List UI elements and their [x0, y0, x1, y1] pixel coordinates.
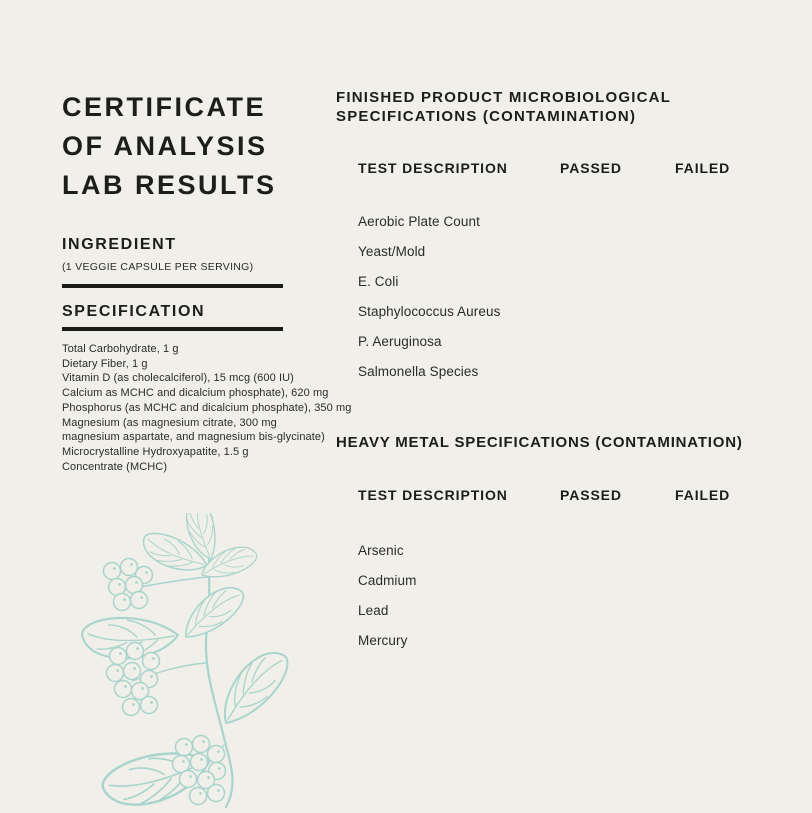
table-row [336, 565, 806, 595]
ingredient-serving-note: (1 VEGGIE CAPSULE PER SERVING) [62, 261, 254, 273]
test-name: E. Coli [358, 273, 399, 289]
divider-rule [62, 327, 283, 331]
micro-table [336, 158, 806, 386]
failed-cell [675, 610, 785, 611]
coffee-branch-illustration [60, 513, 310, 813]
table-row [336, 236, 806, 266]
heavy-metal-table [336, 485, 806, 655]
test-name: Arsenic [358, 542, 404, 558]
table-row [336, 326, 806, 356]
column-header-failed: FAILED [675, 487, 731, 503]
column-header-test: TEST DESCRIPTION [358, 160, 508, 176]
failed-cell [675, 371, 785, 372]
test-name: Yeast/Mold [358, 243, 426, 259]
table-row [336, 625, 806, 655]
berry-cluster [173, 736, 226, 805]
page-title [62, 88, 277, 205]
test-name: Staphylococcus Aureus [358, 303, 501, 319]
micro-section-title [336, 88, 671, 126]
failed-cell [675, 341, 785, 342]
micro-table-header [336, 158, 806, 178]
failed-cell [675, 251, 785, 252]
specification-heading: SPECIFICATION [62, 303, 206, 320]
test-name: Lead [358, 602, 389, 618]
specification-list [62, 342, 352, 474]
specification-line: Concentrate (MCHC) [62, 460, 168, 473]
page-title-line: OF ANALYSIS [62, 131, 268, 161]
divider-rule [62, 284, 283, 288]
micro-section-title-line: FINISHED PRODUCT MICROBIOLOGICAL [336, 89, 672, 106]
specification-line: Total Carbohydrate, 1 g [62, 343, 179, 355]
micro-table-body [336, 206, 806, 386]
specification-line: magnesium aspartate, and magnesium bis-glycinate) [62, 431, 325, 444]
table-row [336, 206, 806, 236]
column-header-test: TEST DESCRIPTION [358, 487, 508, 503]
micro-section-title-line: SPECIFICATIONS (CONTAMINATION) [336, 108, 637, 125]
failed-cell [675, 550, 785, 551]
failed-cell [675, 580, 785, 581]
heavy-metal-table-body [336, 535, 806, 655]
test-name: Cadmium [358, 572, 417, 588]
test-name: P. Aeruginosa [358, 333, 442, 349]
heavy-metal-section-title: HEAVY METAL SPECIFICATIONS (CONTAMINATION) [336, 434, 743, 451]
specification-line: Magnesium (as magnesium citrate, 300 mg [62, 416, 277, 429]
failed-cell [675, 311, 785, 312]
page-title-line: CERTIFICATE [62, 92, 266, 122]
berry-cluster [104, 559, 153, 611]
page-title-line: LAB RESULTS [62, 170, 277, 200]
specification-line: Calcium as MCHC and dicalcium phosphate), 620 mg [62, 387, 329, 400]
failed-cell [675, 221, 785, 222]
berry-cluster [107, 643, 160, 716]
column-header-failed: FAILED [675, 160, 731, 176]
table-row [336, 296, 806, 326]
table-row [336, 356, 806, 386]
table-row [336, 535, 806, 565]
column-header-passed: PASSED [560, 487, 622, 503]
failed-cell [675, 281, 785, 282]
specification-line: Vitamin D (as cholecalciferol), 15 mcg (600 IU) [62, 372, 294, 385]
failed-cell [675, 640, 785, 641]
column-header-passed: PASSED [560, 160, 622, 176]
table-row [336, 266, 806, 296]
specification-line: Dietary Fiber, 1 g [62, 357, 148, 370]
specification-line: Microcrystalline Hydroxyapatite, 1.5 g [62, 445, 249, 458]
ingredient-heading: INGREDIENT [62, 236, 177, 253]
test-name: Aerobic Plate Count [358, 213, 480, 229]
test-name: Salmonella Species [358, 363, 479, 379]
test-name: Mercury [358, 632, 408, 648]
table-row [336, 595, 806, 625]
specification-line: Phosphorus (as MCHC and dicalcium phosphate), 350 mg [62, 401, 352, 414]
heavy-metal-table-header [336, 485, 806, 505]
